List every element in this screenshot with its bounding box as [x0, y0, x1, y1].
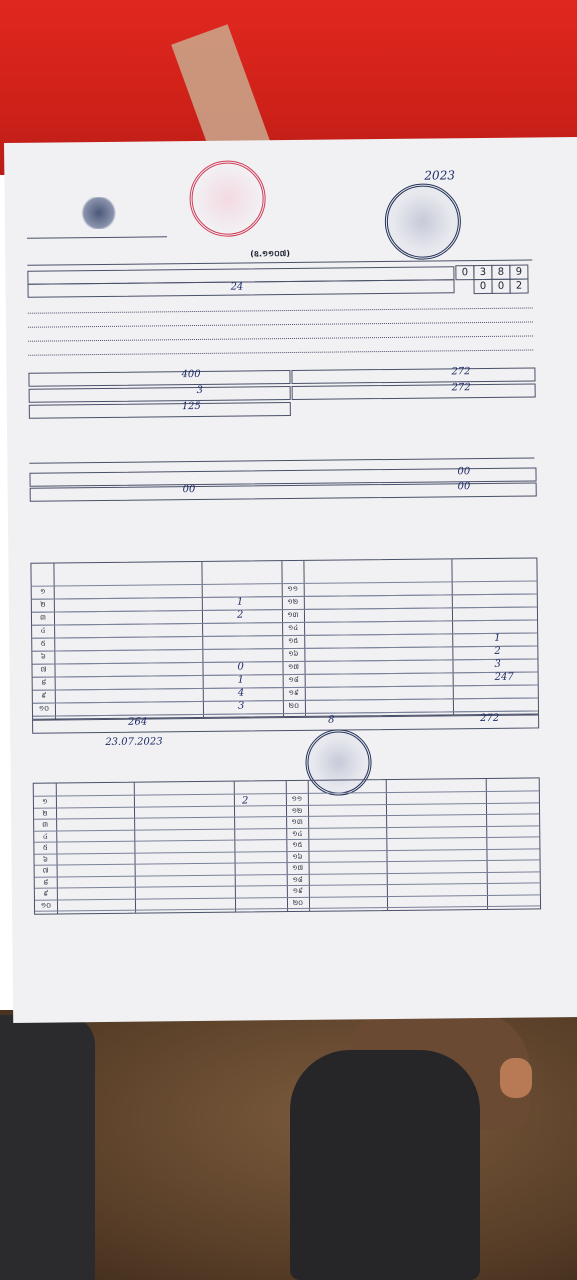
header-rule: [27, 236, 167, 238]
row-number: ៥: [42, 843, 48, 852]
row-number: ៧: [40, 665, 47, 674]
row-number: ៧: [42, 866, 49, 875]
row-number: ១១: [287, 584, 299, 594]
code-digit: 9: [509, 265, 528, 280]
row-number: ១១: [291, 794, 303, 804]
dotted-line: [28, 335, 533, 341]
row-number: ១២: [287, 597, 299, 607]
code-digit: 0: [455, 265, 474, 280]
vote-count: 1: [236, 596, 244, 608]
results-table: [30, 557, 539, 719]
row-number: ១: [42, 797, 48, 806]
section-rule: [29, 457, 534, 463]
row-number: ៨: [41, 678, 47, 687]
row-number: ១៥: [292, 840, 303, 850]
vote-count: 3: [494, 658, 501, 670]
results-total-c-value: 272: [480, 712, 500, 725]
vote-count: 3: [237, 700, 245, 712]
dotted-line: [28, 307, 533, 313]
form-code: (ឧ.១១០៧): [250, 249, 291, 259]
observers-table: [33, 777, 541, 914]
row-number: ១៧: [292, 863, 304, 873]
ballots-received-value: 3: [196, 384, 204, 396]
observer-first-value: 2: [241, 795, 249, 807]
voters-field: [28, 370, 290, 387]
row-number: ៥: [40, 639, 46, 648]
row-number: ៤: [40, 626, 46, 635]
code-digit: 2: [509, 279, 528, 294]
row-number: ១៦: [288, 649, 299, 659]
row-number: ៦: [40, 652, 46, 661]
foot-toe: [500, 1058, 532, 1098]
row-number: ១៩: [292, 886, 304, 896]
decision-count-a: 00: [182, 484, 196, 496]
col-divider: [56, 783, 58, 913]
row-number: ៦: [42, 855, 49, 864]
ballots-unused-field: [29, 402, 291, 419]
vote-count: 247: [494, 671, 514, 683]
row-number: ១៦: [292, 852, 303, 861]
row-number: ១៥: [288, 636, 299, 646]
row-number: ២០: [288, 701, 300, 711]
vote-count: 0: [237, 661, 244, 673]
blue-official-stamp: [384, 183, 461, 260]
results-total-b-value: 8: [328, 714, 335, 726]
col-divider: [201, 562, 204, 717]
row-number: ១៩: [288, 688, 299, 698]
voters-value: 400: [181, 368, 201, 381]
total-votes-value: 272: [451, 366, 471, 378]
col-divider: [134, 783, 136, 913]
code-digit: 3: [473, 265, 492, 280]
vote-count: 2: [236, 609, 244, 621]
dotted-line: [28, 321, 533, 327]
col-divider: [234, 782, 236, 912]
vote-count: 2: [494, 645, 501, 657]
ministry-emblem: [80, 197, 118, 229]
ballots-total-field: [292, 383, 536, 400]
row-number: ១៨: [288, 675, 299, 685]
vote-count: 1: [237, 674, 245, 686]
row-number: ៨: [43, 878, 49, 887]
row-number: ១០: [40, 901, 52, 910]
row-number: ២: [42, 809, 48, 818]
count-date: 23.07.2023: [105, 736, 163, 748]
row-number: ៤: [42, 832, 48, 841]
red-official-stamp: [189, 160, 266, 237]
code-digit: 0: [491, 279, 510, 294]
person-leg-left: [0, 1015, 95, 1280]
row-number: ១: [40, 587, 46, 596]
col-divider: [451, 559, 454, 714]
results-form-sheet: [4, 137, 577, 1023]
results-total-value: 264: [128, 716, 148, 728]
handwritten-year: 2023: [424, 168, 455, 183]
total-votes-dup-value: 272: [451, 382, 471, 394]
row-number: ១៤: [292, 829, 303, 838]
decision-count-b: 00: [457, 481, 471, 493]
row-number: ១៣: [291, 817, 303, 827]
ballots-received-field: [29, 386, 291, 403]
row-number: ១៤: [287, 623, 299, 633]
code-digit: 0: [473, 279, 492, 294]
row-number: ៩: [41, 691, 47, 700]
code-digit: 8: [491, 265, 510, 280]
row-number: ២០: [292, 898, 304, 907]
row-number: ១០: [38, 704, 50, 713]
ballots-cast-field: [291, 367, 535, 384]
person-leg-right: [290, 1050, 480, 1280]
row-number: ៩: [43, 889, 49, 898]
ballots-unused-value: 125: [181, 400, 201, 413]
col-divider: [308, 781, 310, 911]
row-number: ២: [40, 600, 46, 609]
complaint-count: 00: [457, 466, 471, 478]
row-number: ៣: [42, 820, 49, 829]
vote-count: 1: [494, 632, 501, 644]
vote-count: 4: [237, 687, 245, 699]
col-divider: [53, 563, 56, 718]
row-number: ៣: [39, 613, 47, 622]
station-number: 24: [230, 281, 244, 293]
row-number: ១៨: [292, 875, 303, 884]
row-number: ១៣: [287, 610, 299, 620]
row-number: ១២: [291, 806, 303, 815]
row-number: ១៧: [287, 662, 300, 672]
col-divider: [386, 780, 388, 910]
col-divider: [486, 779, 488, 909]
dotted-line: [28, 349, 533, 355]
